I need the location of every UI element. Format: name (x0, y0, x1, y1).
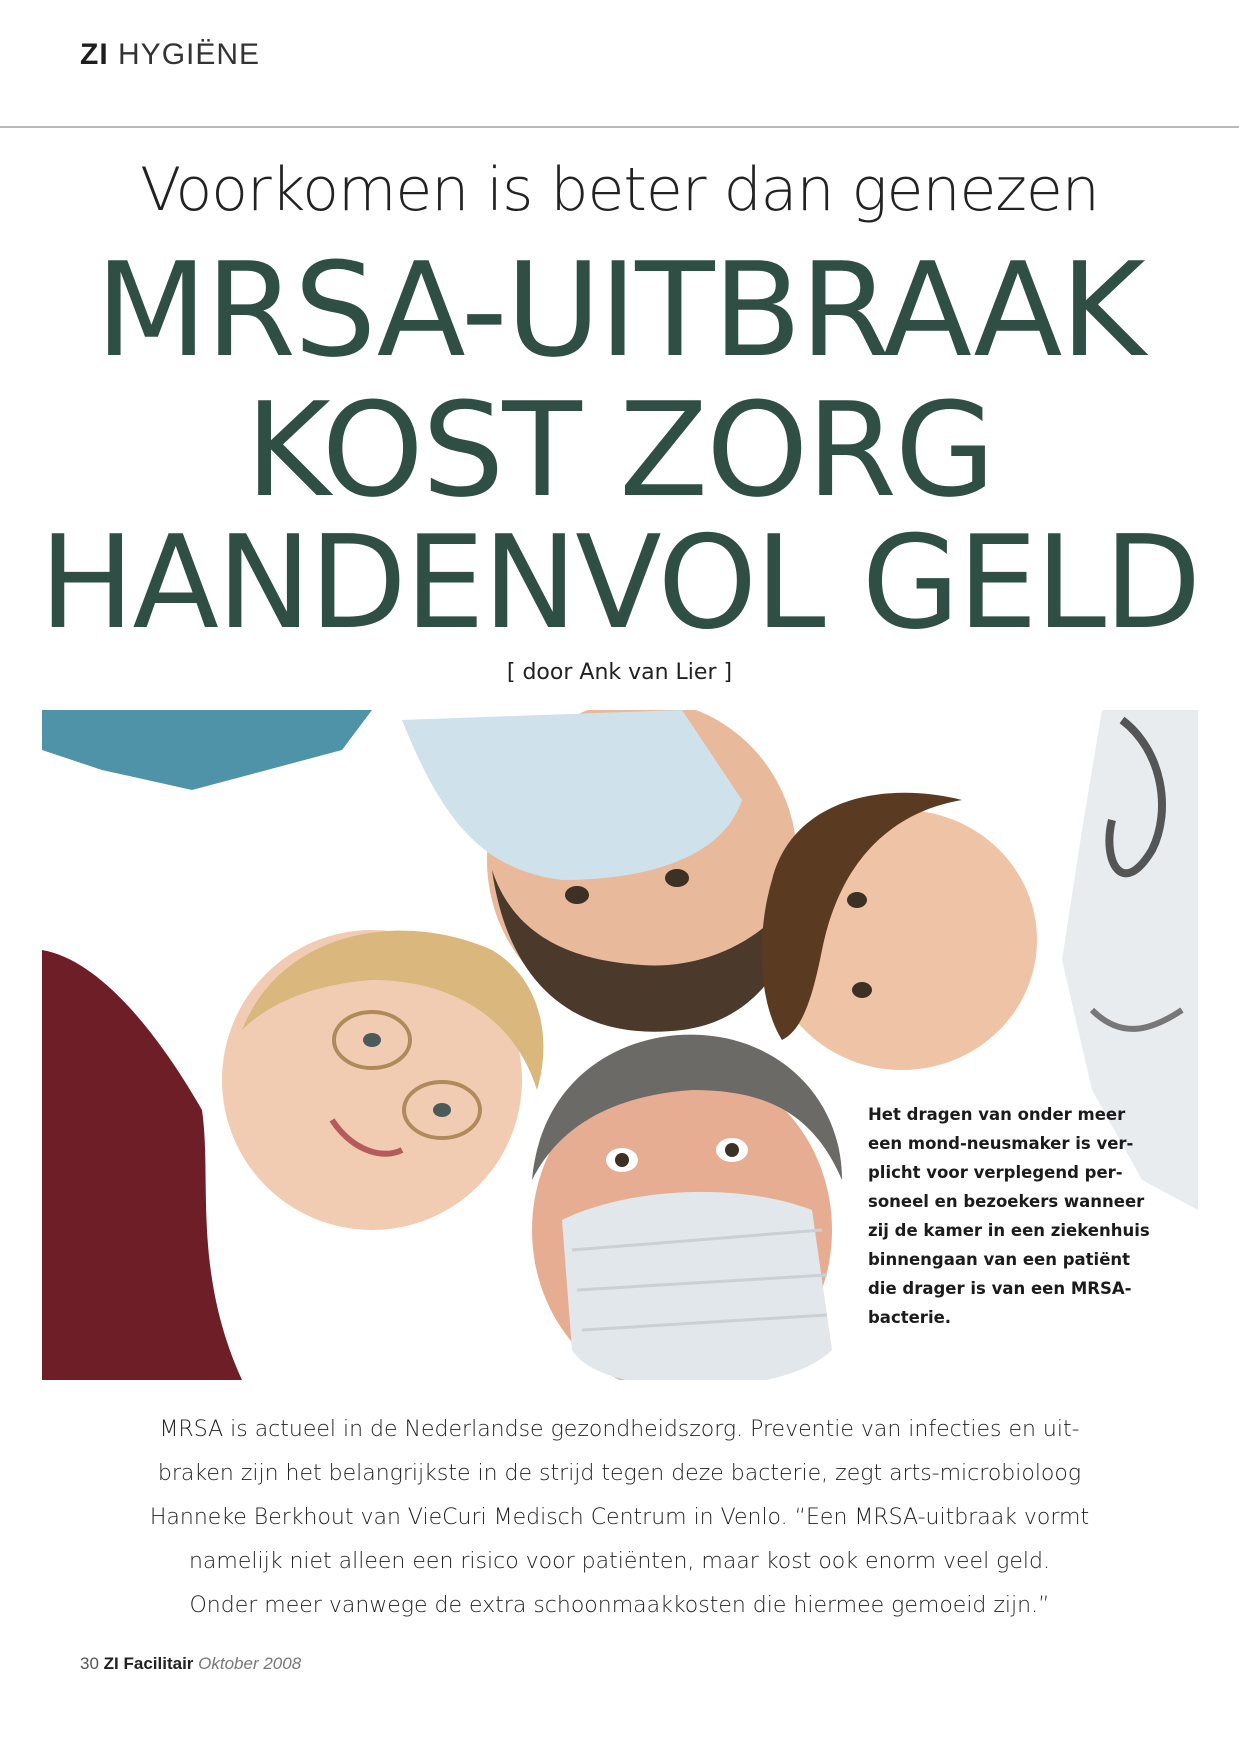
kicker: Voorkomen is beter dan genezen (140, 155, 1099, 225)
section-prefix: ZI (80, 38, 109, 71)
intro-line: MRSA is actueel in de Nederlandse gezondheidszorg. Preventie van infecties en uit- (159, 1417, 1080, 1442)
headline-line-1: MRSA-UITBRAAK (95, 234, 1144, 386)
issue-date: Oktober 2008 (198, 1654, 302, 1673)
caption-line: zij de kamer in een ziekenhuis (868, 1221, 1150, 1240)
byline: [ door Ank van Lier ] (506, 660, 733, 685)
caption-line: Het dragen van onder meer (868, 1105, 1126, 1124)
headline-line-2: KOST ZORG (245, 374, 994, 526)
intro-line: braken zijn het belangrijkste in de strijd tegen deze bacterie, zegt arts-microbioloog (157, 1461, 1082, 1486)
caption-line: een mond-neusmaker is ver- (868, 1134, 1134, 1153)
caption-line: binnengaan van een patiënt (868, 1250, 1131, 1269)
photo-caption (868, 1100, 1168, 1332)
page-number: 30 (80, 1654, 99, 1673)
headline-line-3: HANDENVOL GELD (39, 509, 1200, 658)
caption-line: die drager is van een MRSA- (868, 1279, 1132, 1298)
section-header (80, 38, 260, 72)
intro-line: namelijk niet alleen een risico voor patiënten, maar kost ook enorm veel geld. (188, 1549, 1050, 1574)
caption-line: plicht voor verplegend per- (868, 1163, 1123, 1182)
caption-line: bacterie. (868, 1308, 952, 1327)
header-divider (0, 126, 1239, 128)
intro-paragraph (0, 1408, 1239, 1628)
intro-line: Hanneke Berkhout van VieCuri Medisch Centrum in Venlo. “Een MRSA-uitbraak vormt (149, 1505, 1090, 1530)
section-name: HYGIËNE (118, 38, 261, 71)
intro-line: Onder meer vanwege de extra schoonmaakkosten die hiermee gemoeid zijn.” (189, 1593, 1050, 1618)
page-footer (80, 1654, 301, 1674)
caption-line: soneel en bezoekers wanneer (868, 1192, 1145, 1211)
publication-name: ZI Facilitair (103, 1654, 194, 1673)
